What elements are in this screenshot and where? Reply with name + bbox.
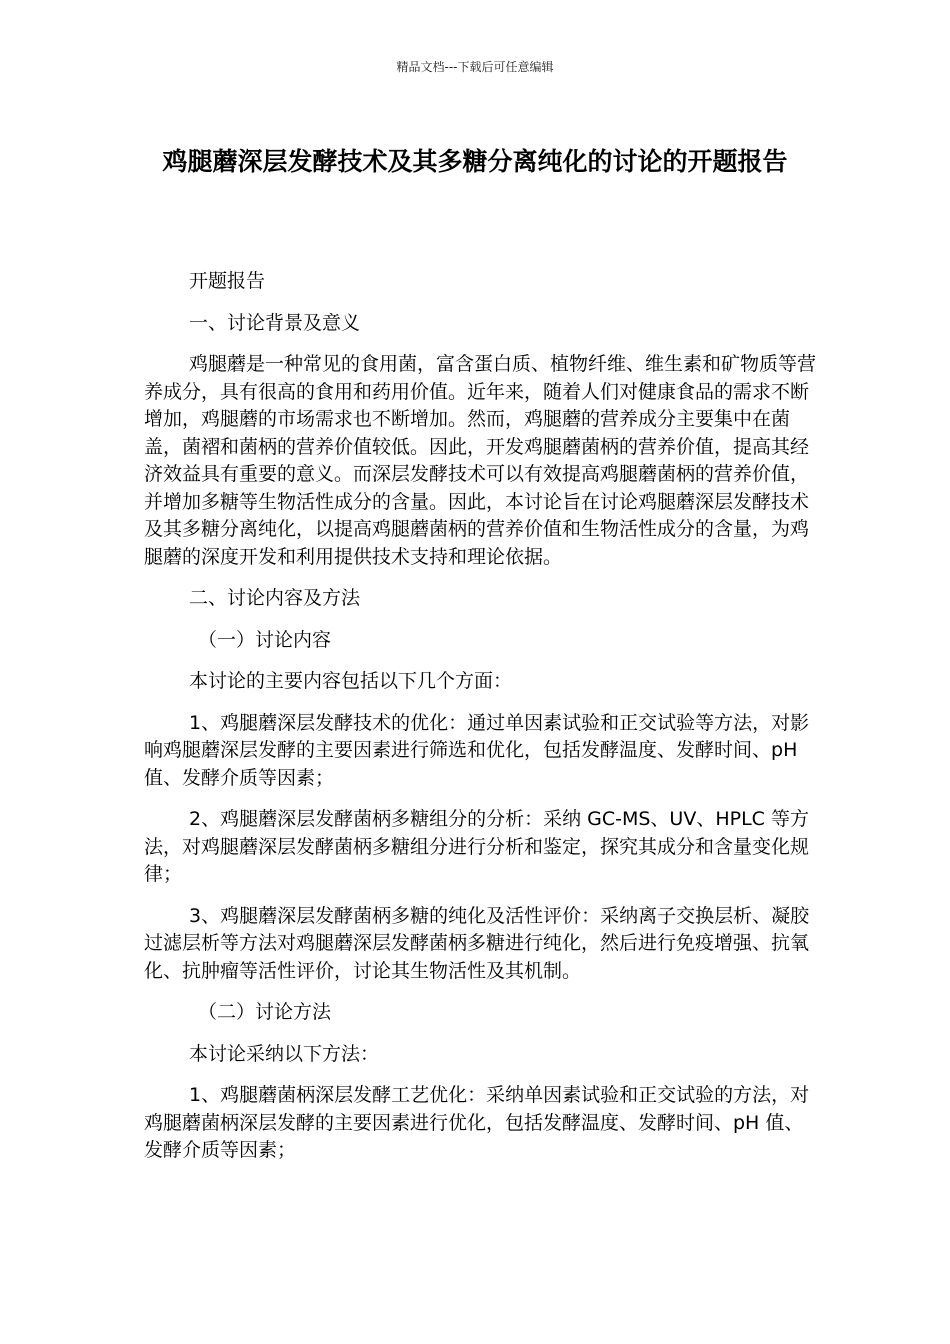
list-item-content-3: 3、鸡腿蘑深层发酵菌柄多糖的纯化及活性评价：采纳离子交换层析、凝胶过滤层析等方法对鸡腿蘑深层发酵菌柄多糖进行纯化，然后进行免疫增强、抗氧化、抗肿瘤等活性评价，讨论其生物活性及其机制。 xyxy=(144,904,810,982)
heading-report: 开题报告 xyxy=(189,270,266,292)
list-item-content-1: 1、鸡腿蘑深层发酵技术的优化：通过单因素试验和正交试验等方法，对影响鸡腿蘑深层发酵的主要因素进行筛选和优化，包括发酵温度、发酵时间、pH 值、发酵介质等因素； xyxy=(144,711,810,789)
section-heading-background: 一、讨论背景及意义 xyxy=(189,311,361,334)
page-header: 精品文档---下载后可任意编辑 xyxy=(396,60,554,74)
document-title: 鸡腿蘑深层发酵技术及其多糖分离纯化的讨论的开题报告 xyxy=(162,147,788,176)
list-item-methods-1: 1、鸡腿蘑菌柄深层发酵工艺优化：采纳单因素试验和正交试验的方法，对鸡腿蘑菌柄深层发酵的主要因素进行优化，包括发酵温度、发酵时间、pH 值、发酵介质等因素； xyxy=(144,1084,810,1161)
subsection-heading-methods: （二）讨论方法 xyxy=(198,1001,332,1023)
list-item-content-2: 2、鸡腿蘑深层发酵菌柄多糖组分的分析：采纳 GC-MS、UV、HPLC 等方法，对鸡腿蘑深层发酵菌柄多糖组分进行分析和鉴定，探究其成分和含量变化规律； xyxy=(144,808,810,885)
section-heading-content-methods: 二、讨论内容及方法 xyxy=(189,587,361,609)
paragraph-methods-intro: 本讨论采纳以下方法： xyxy=(189,1042,380,1065)
document-body xyxy=(144,268,816,1179)
paragraph-background: 鸡腿蘑是一种常见的食用菌，富含蛋白质、植物纤维、维生素和矿物质等营养成分，具有很高的食用和药用价值。近年来，随着人们对健康食品的需求不断增加，鸡腿蘑的市场需求也不断增加。然而，鸡腿蘑的营养成分主要集中在菌盖，菌褶和菌柄的营养价值较低。因此，开发鸡腿蘑菌柄的营养价值，提高其经济效益具有重要的意义。而深层发酵技术可以有效提高鸡腿蘑菌柄的营养价值，并增加多糖等生物活性成分的含量。因此，本讨论旨在讨论鸡腿蘑深层发酵技术及其多糖分离纯化，以提高鸡腿蘑菌柄的营养价值和生物活性成分的含量，为鸡腿蘑的深度开发和利用提供技术支持和理论依据。 xyxy=(144,353,817,568)
paragraph-content-intro: 本讨论的主要内容包括以下几个方面： xyxy=(189,670,513,692)
subsection-heading-content: （一）讨论内容 xyxy=(198,628,332,651)
